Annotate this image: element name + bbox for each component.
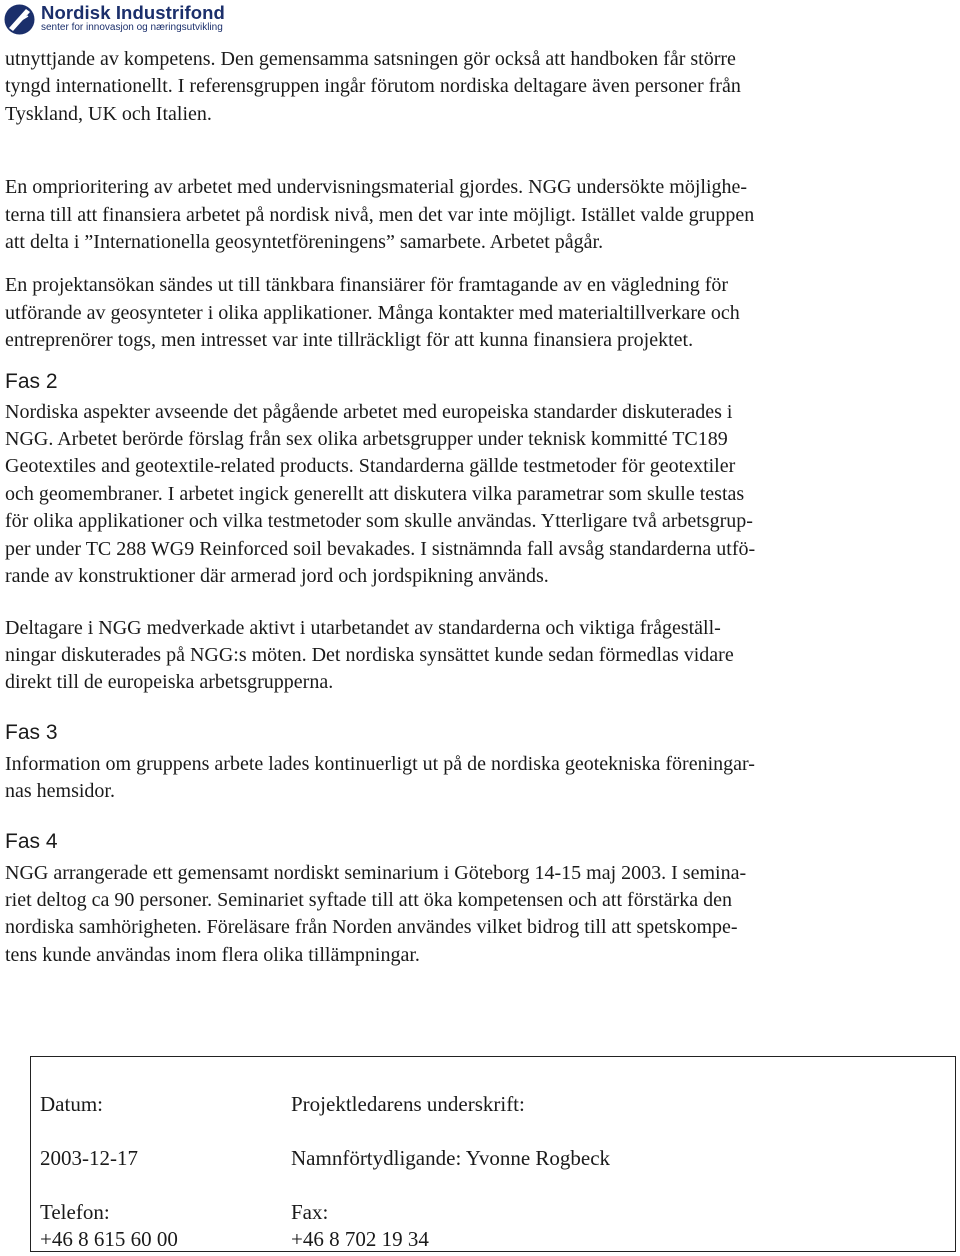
nordisk-industrifond-logo-icon bbox=[4, 4, 35, 35]
document-body bbox=[5, 45, 890, 969]
text-line: NGG. Arbetet berörde förslag från sex olika arbetsgrupper under teknisk kommitté TC189 bbox=[5, 428, 728, 451]
text-line: En omprioritering av arbetet med undervisningsmaterial gjordes. NGG undersökte möjlighe- bbox=[5, 176, 748, 199]
nordisk-industrifond-logo bbox=[4, 4, 225, 35]
phone-value: +46 8 615 60 00 bbox=[40, 1227, 178, 1251]
project-leader-signature-label: Projektledarens underskrift: bbox=[291, 1092, 525, 1116]
phone-label: Telefon: bbox=[40, 1200, 110, 1224]
date-value: 2003-12-17 bbox=[40, 1146, 138, 1170]
logo-name: Nordisk Industrifond bbox=[41, 2, 225, 23]
text-line: utnyttjande av kompetens. Den gemensamma satsningen gör också att handboken får större bbox=[5, 48, 736, 70]
text-line: nordiska samhörigheten. Föreläsare från Norden användes vilket bidrog till att spetskompe- bbox=[5, 916, 738, 939]
text-line: terna till att finansiera arbetet på nordisk nivå, men det var inte möjligt. Istället valde gruppen bbox=[5, 203, 755, 226]
signature-box bbox=[30, 1056, 956, 1252]
text-line: NGG arrangerade ett gemensamt nordiskt seminarium i Göteborg 14-15 maj 2003. I semina- bbox=[5, 861, 747, 884]
text-line: och geomembraner. I arbetet ingick generellt att diskutera vilka parametrar som skulle testas bbox=[5, 482, 745, 505]
text-line: ningar diskuterades på NGG:s möten. Det nordiska synsättet kunde sedan förmedlas vidare bbox=[5, 643, 734, 666]
text-line: Deltagare i NGG medverkade aktivt i utarbetandet av standarderna och viktiga frågeställ- bbox=[5, 616, 721, 639]
fas-4-heading: Fas 4 bbox=[5, 829, 58, 853]
text-line: rande av konstruktioner där armerad jord och jordspikning används. bbox=[5, 565, 549, 588]
text-line: att delta i ”Internationella geosyntetföreningens” samarbete. Arbetet pågår. bbox=[5, 231, 604, 254]
date-label: Datum: bbox=[40, 1092, 103, 1116]
paragraph-1 bbox=[5, 46, 890, 128]
paragraph-3 bbox=[5, 272, 890, 354]
text-line: En projektansökan sändes ut till tänkbara finansiärer för framtagande av en vägledning för bbox=[5, 274, 729, 297]
fas-2-heading: Fas 2 bbox=[5, 369, 58, 393]
text-line: Geotextiles and geotextile-related products. Standarderna gällde testmetoder för geotextiler bbox=[5, 455, 736, 478]
text-line: Nordiska aspekter avseende det pågående arbetet med europeiska standarder diskuterades i bbox=[5, 400, 733, 423]
text-line: Information om gruppens arbete lades kontinuerligt ut på de nordiska geotekniska föreningar- bbox=[5, 752, 755, 775]
paragraph-7 bbox=[5, 860, 890, 970]
paragraph-2 bbox=[5, 174, 890, 256]
paragraph-4 bbox=[5, 399, 890, 591]
text-line: för olika applikationer och vilka testmetoder som skulle användas. Ytterligare två arbetsgrup- bbox=[5, 510, 753, 533]
text-line: Tyskland, UK och Italien. bbox=[5, 102, 212, 125]
paragraph-6 bbox=[5, 751, 890, 806]
text-line: entreprenörer togs, men intresset var inte tillräckligt för att kunna finansiera projektet. bbox=[5, 329, 694, 352]
fax-label: Fax: bbox=[291, 1200, 329, 1224]
text-line: riet deltog ca 90 personer. Seminariet syftade till att öka kompetensen och att förstärka den bbox=[5, 888, 732, 911]
text-line: per under TC 288 WG9 Reinforced soil bevakades. I sistnämnda fall avsåg standarderna utfö- bbox=[5, 537, 756, 560]
logo-tagline: senter for innovasjon og næringsutvikling bbox=[41, 22, 223, 33]
text-line: tyngd internationellt. I referensgruppen ingår förutom nordiska deltagare även personer från bbox=[5, 75, 741, 98]
text-line: utförande av geosynteter i olika applikationer. Många kontakter med materialtillverkare och bbox=[5, 301, 740, 324]
name-clarification: Namnförtydligande: Yvonne Rogbeck bbox=[291, 1146, 611, 1170]
text-line: direkt till de europeiska arbetsgrupperna. bbox=[5, 671, 334, 694]
fas-3-heading: Fas 3 bbox=[5, 720, 58, 744]
text-line: nas hemsidor. bbox=[5, 780, 115, 803]
fax-value: +46 8 702 19 34 bbox=[291, 1227, 429, 1251]
text-line: tens kunde användas inom flera olika tillämpningar. bbox=[5, 943, 420, 966]
paragraph-5 bbox=[5, 615, 890, 697]
